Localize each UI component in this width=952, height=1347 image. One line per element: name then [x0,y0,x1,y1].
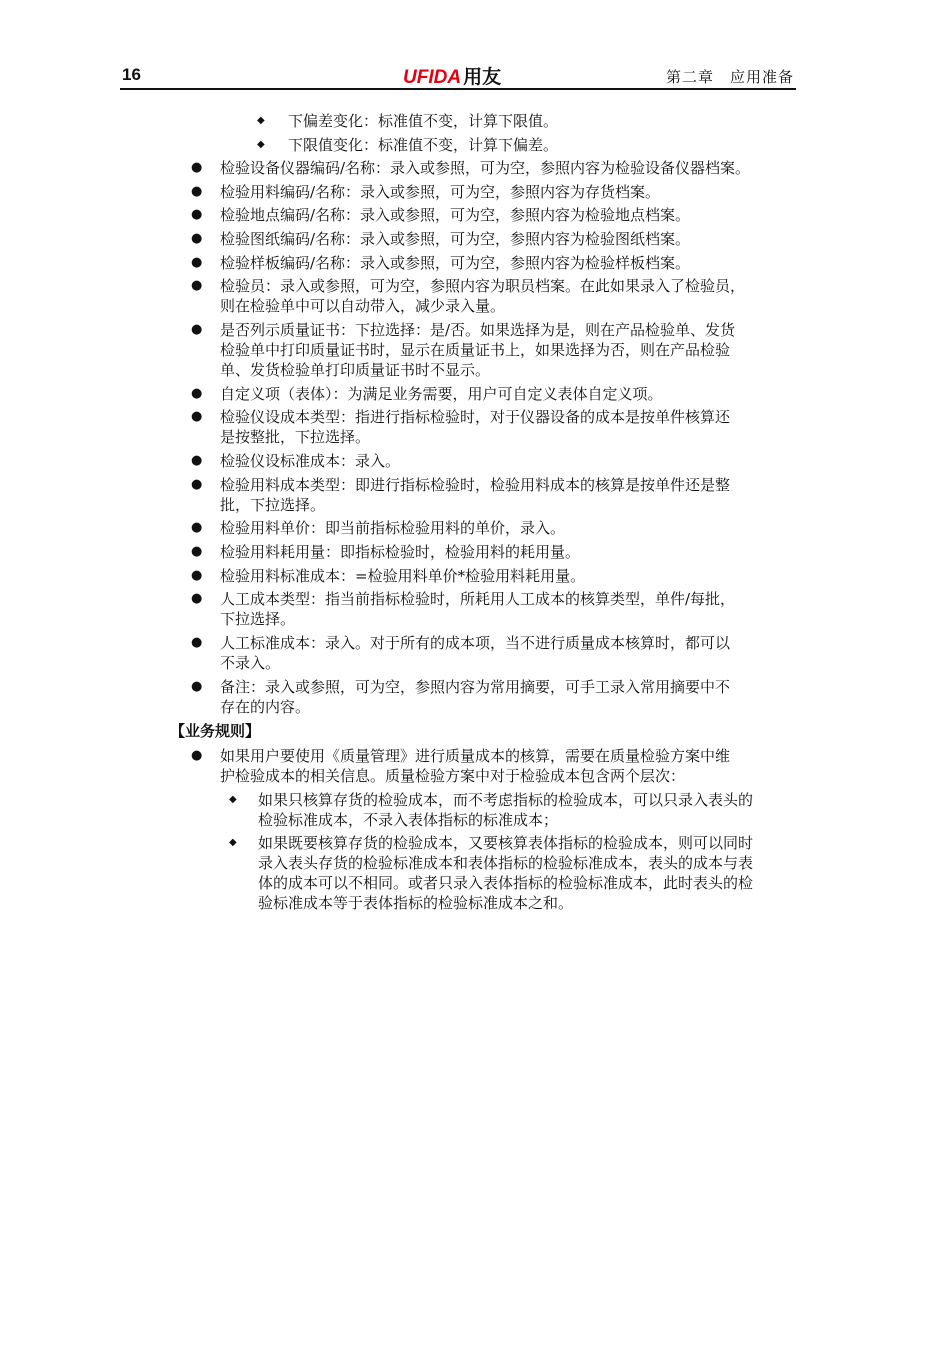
bullet-icon: ● [191,453,203,468]
rule-sub-item-line: 录入表头存货的检验标准成本和表体指标的检验标准成本，表头的成本与表 [258,853,754,872]
list-item-line: 备注：录入或参照，可为空，参照内容为常用摘要，可手工录入常用摘要中不 [220,677,731,696]
bullet-icon: ● [191,748,203,764]
logo-text-latin: UFIDA [403,67,462,88]
ufida-logo [403,62,501,89]
list-item-line: 检验图纸编码/名称：录入或参照，可为空，参照内容为检验图纸档案。 [220,230,691,248]
bullet-icon: ● [191,591,203,607]
list-item-line: 检验单中打印质量证书时，显示在质量证书上，如果选择为否，则在产品检验 [220,341,731,359]
list-item-line: 检验仪设成本类型：指进行指标检验时，对于仪器设备的成本是按单件核算还 [220,408,731,427]
bullet-icon: ● [191,278,203,294]
list-item-line: 人工成本类型：指当前指标检验时，所耗用人工成本的核算类型，单件/每批， [220,590,736,609]
rule-item-line: 护检验成本的相关信息。质量检验方案中对于检验成本包含两个层次： [220,767,686,786]
diamond-bullet-icon: ◆ [229,836,237,848]
list-item-line: 人工标准成本：录入。对于所有的成本项，当不进行质量成本核算时，都可以 [220,633,731,652]
list-item-line: 单、发货检验单打印质量证书时不显示。 [220,361,491,380]
list-item-line: 检验用料单价：即当前指标检验用料的单价，录入。 [220,519,566,538]
bullet-icon: ● [191,183,203,199]
diamond-bullet-icon: ◆ [257,138,265,150]
bullet-icon: ● [191,231,203,246]
rule-sub-item-line: 检验标准成本，不录入表体指标的标准成本； [258,810,559,829]
diamond-bullet-icon: ◆ [257,115,265,126]
list-item-line: 检验用料耗用量：即指标检验时，检验用料的耗用量。 [220,542,581,561]
section-heading: 【业务规则】 [170,722,261,741]
bullet-icon: ● [191,476,203,492]
list-item-line: 检验员：录入或参照，可为空，参照内容为职员档案。在此如果录入了检验员， [220,277,746,296]
rule-sub-item-line: 验标准成本等于表体指标的检验标准成本之和。 [258,894,574,912]
list-item-line: 批，下拉选择。 [220,495,326,514]
sub-list-item: 下偏差变化：标准值不变，计算下限值。 [288,112,559,130]
rule-sub-item-line: 如果只核算存货的检验成本，而不考虑指标的检验成本，可以只录入表头的 [258,790,754,809]
bullet-icon: ● [191,321,203,337]
list-item-line: 检验用料标准成本：=检验用料单价*检验用料耗用量。 [220,566,586,585]
list-item-line: 自定义项（表体）：为满足业务需要，用户可自定义表体自定义项。 [220,384,663,403]
bullet-icon: ● [191,385,203,401]
list-item-line: 检验用料成本类型：即进行指标检验时，检验用料成本的核算是按单件还是整 [220,475,731,494]
bullet-icon: ● [191,409,203,425]
bullet-icon: ● [191,567,203,583]
sub-list-item: 下限值变化：标准值不变，计算下偏差。 [288,135,559,154]
bullet-icon: ● [191,634,203,650]
list-item-line: 下拉选择。 [220,610,296,629]
rule-sub-item-line: 如果既要核算存货的检验成本，又要核算表体指标的检验成本，则可以同时 [258,833,754,852]
page-header [120,62,796,90]
chapter-title: 第二章 应用准备 [665,68,794,86]
bullet-icon: ● [191,160,203,176]
rule-sub-item-line: 体的成本可以不相同。或者只录入表体指标的检验标准成本，此时表头的检 [258,873,754,892]
list-item-line: 存在的内容。 [220,697,311,716]
rule-item-line: 如果用户要使用《质量管理》进行质量成本的核算，需要在质量检验方案中维 [220,747,731,766]
bullet-icon: ● [191,678,203,694]
diamond-bullet-icon: ◆ [229,793,237,805]
page-number: 16 [122,65,141,84]
list-item-line: 检验地点编码/名称：录入或参照，可为空，参照内容为检验地点档案。 [220,206,691,225]
logo-text-chinese: 用友 [463,67,502,88]
list-item-line: 不录入。 [220,653,281,672]
bullet-icon: ● [191,543,203,559]
list-item-line: 是否列示质量证书：下拉选择：是/否。如果选择为是，则在产品检验单、发货 [220,320,736,339]
list-item-line: 检验用料编码/名称：录入或参照，可为空，参照内容为存货档案。 [220,182,661,201]
list-item-line: 则在检验单中可以自动带入，减少录入量。 [220,297,506,316]
list-item-line: 检验仪设标准成本：录入。 [220,452,401,470]
list-item-line: 检验样板编码/名称：录入或参照，可为空，参照内容为检验样板档案。 [220,253,691,272]
list-item-line: 是按整批，下拉选择。 [220,428,371,447]
header-rule [120,88,796,90]
bullet-icon: ● [191,520,203,536]
bullet-icon: ● [191,207,203,223]
bullet-icon: ● [191,254,203,270]
list-item-line: 检验设备仪器编码/名称：录入或参照，可为空，参照内容为检验设备仪器档案。 [220,159,751,178]
